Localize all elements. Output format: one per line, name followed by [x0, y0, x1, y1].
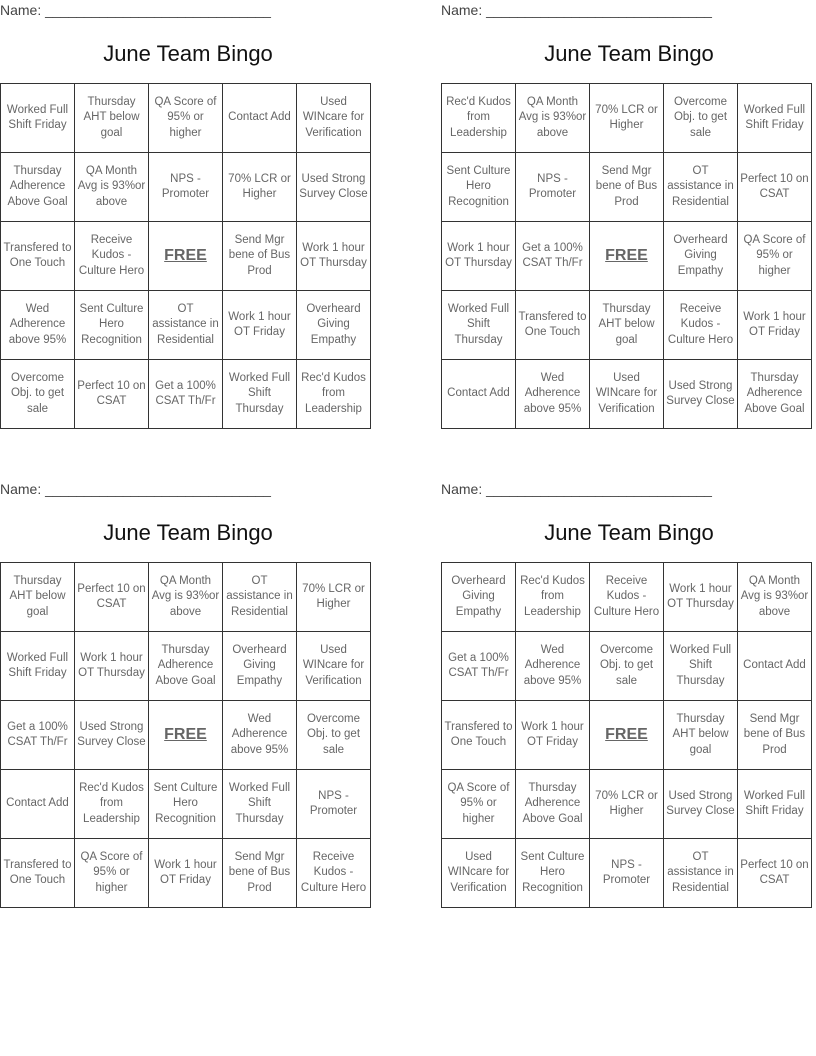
bingo-square: Worked Full Shift Friday: [738, 84, 812, 153]
bingo-square: Rec'd Kudos from Leadership: [297, 360, 371, 429]
bingo-row: [442, 153, 812, 222]
bingo-square: Overheard Giving Empathy: [664, 222, 738, 291]
bingo-square: 70% LCR or Higher: [297, 563, 371, 632]
bingo-square: QA Score of 95% or higher: [75, 839, 149, 908]
bingo-square: Send Mgr bene of Bus Prod: [590, 153, 664, 222]
bingo-row: [442, 632, 812, 701]
bingo-square: Perfect 10 on CSAT: [738, 153, 812, 222]
bingo-square: Work 1 hour OT Friday: [223, 291, 297, 360]
bingo-square: Rec'd Kudos from Leadership: [75, 770, 149, 839]
bingo-square: Worked Full Shift Thursday: [223, 360, 297, 429]
bingo-square: Worked Full Shift Friday: [1, 84, 75, 153]
card-title: June Team Bingo: [103, 41, 273, 66]
bingo-square: Perfect 10 on CSAT: [75, 563, 149, 632]
card-title: June Team Bingo: [544, 520, 714, 545]
bingo-square: Overcome Obj. to get sale: [590, 632, 664, 701]
bingo-square: Send Mgr bene of Bus Prod: [738, 701, 812, 770]
bingo-square: Work 1 hour OT Thursday: [297, 222, 371, 291]
bingo-row: [442, 360, 812, 429]
bingo-square: Get a 100% CSAT Th/Fr: [516, 222, 590, 291]
name-field-label: Name: _____________________________: [0, 2, 271, 18]
bingo-square: Receive Kudos - Culture Hero: [297, 839, 371, 908]
bingo-square: Thursday Adherence Above Goal: [1, 153, 75, 222]
bingo-row: [1, 839, 371, 908]
bingo-square: Sent Culture Hero Recognition: [75, 291, 149, 360]
bingo-square: Overheard Giving Empathy: [223, 632, 297, 701]
bingo-row: [1, 222, 371, 291]
bingo-row: [1, 153, 371, 222]
bingo-square: OT assistance in Residential: [664, 839, 738, 908]
bingo-square: NPS - Promoter: [297, 770, 371, 839]
bingo-row: [442, 84, 812, 153]
bingo-square: Transfered to One Touch: [1, 839, 75, 908]
bingo-square: Work 1 hour OT Friday: [149, 839, 223, 908]
bingo-square: Contact Add: [738, 632, 812, 701]
bingo-grid: [0, 562, 371, 908]
bingo-row: [442, 701, 812, 770]
bingo-square: Thursday AHT below goal: [590, 291, 664, 360]
bingo-row: [442, 839, 812, 908]
bingo-square: Rec'd Kudos from Leadership: [516, 563, 590, 632]
name-field-label: Name: _____________________________: [0, 481, 271, 497]
bingo-square: Send Mgr bene of Bus Prod: [223, 839, 297, 908]
bingo-free-space: FREE: [149, 701, 223, 770]
bingo-square: Used Strong Survey Close: [297, 153, 371, 222]
bingo-row: [442, 563, 812, 632]
bingo-row: [1, 701, 371, 770]
bingo-square: OT assistance in Residential: [664, 153, 738, 222]
bingo-square: Work 1 hour OT Friday: [738, 291, 812, 360]
bingo-square: Used WINcare for Verification: [297, 84, 371, 153]
bingo-square: QA Month Avg is 93%or above: [75, 153, 149, 222]
bingo-square: QA Score of 95% or higher: [738, 222, 812, 291]
bingo-square: Thursday Adherence Above Goal: [738, 360, 812, 429]
bingo-square: Thursday Adherence Above Goal: [149, 632, 223, 701]
bingo-square: Receive Kudos - Culture Hero: [664, 291, 738, 360]
bingo-square: Rec'd Kudos from Leadership: [442, 84, 516, 153]
bingo-square: Perfect 10 on CSAT: [75, 360, 149, 429]
bingo-square: Contact Add: [442, 360, 516, 429]
bingo-square: Transfered to One Touch: [442, 701, 516, 770]
bingo-square: OT assistance in Residential: [149, 291, 223, 360]
bingo-square: Worked Full Shift Friday: [738, 770, 812, 839]
bingo-row: [442, 770, 812, 839]
bingo-square: Worked Full Shift Thursday: [442, 291, 516, 360]
bingo-row: [1, 770, 371, 839]
card-title: June Team Bingo: [544, 41, 714, 66]
bingo-square: Work 1 hour OT Friday: [516, 701, 590, 770]
bingo-square: QA Month Avg is 93%or above: [738, 563, 812, 632]
bingo-row: [1, 632, 371, 701]
name-field-label: Name: _____________________________: [441, 2, 712, 18]
bingo-free-space: FREE: [590, 701, 664, 770]
bingo-free-space: FREE: [149, 222, 223, 291]
bingo-square: NPS - Promoter: [516, 153, 590, 222]
bingo-row: [1, 291, 371, 360]
bingo-square: Used Strong Survey Close: [75, 701, 149, 770]
bingo-square: Thursday AHT below goal: [664, 701, 738, 770]
bingo-square: Overcome Obj. to get sale: [664, 84, 738, 153]
bingo-square: Used Strong Survey Close: [664, 770, 738, 839]
bingo-square: Work 1 hour OT Thursday: [75, 632, 149, 701]
bingo-square: 70% LCR or Higher: [590, 770, 664, 839]
bingo-square: Work 1 hour OT Thursday: [664, 563, 738, 632]
bingo-square: Get a 100% CSAT Th/Fr: [442, 632, 516, 701]
bingo-square: OT assistance in Residential: [223, 563, 297, 632]
bingo-square: Wed Adherence above 95%: [1, 291, 75, 360]
bingo-square: NPS - Promoter: [590, 839, 664, 908]
bingo-square: Receive Kudos - Culture Hero: [590, 563, 664, 632]
bingo-square: Get a 100% CSAT Th/Fr: [1, 701, 75, 770]
bingo-square: QA Score of 95% or higher: [442, 770, 516, 839]
bingo-square: QA Month Avg is 93%or above: [149, 563, 223, 632]
bingo-square: NPS - Promoter: [149, 153, 223, 222]
bingo-square: Sent Culture Hero Recognition: [516, 839, 590, 908]
bingo-square: Thursday AHT below goal: [75, 84, 149, 153]
bingo-square: Transfered to One Touch: [516, 291, 590, 360]
bingo-square: Overheard Giving Empathy: [297, 291, 371, 360]
bingo-square: Used WINcare for Verification: [442, 839, 516, 908]
bingo-square: Transfered to One Touch: [1, 222, 75, 291]
bingo-square: Work 1 hour OT Thursday: [442, 222, 516, 291]
bingo-square: Used WINcare for Verification: [297, 632, 371, 701]
bingo-grid: [0, 83, 371, 429]
bingo-square: Used Strong Survey Close: [664, 360, 738, 429]
bingo-square: Receive Kudos - Culture Hero: [75, 222, 149, 291]
bingo-grid: [441, 562, 812, 908]
bingo-square: Wed Adherence above 95%: [223, 701, 297, 770]
bingo-square: Worked Full Shift Thursday: [664, 632, 738, 701]
bingo-square: Used WINcare for Verification: [590, 360, 664, 429]
bingo-square: Wed Adherence above 95%: [516, 632, 590, 701]
bingo-grid: [441, 83, 812, 429]
bingo-row: [442, 222, 812, 291]
bingo-row: [1, 360, 371, 429]
bingo-square: 70% LCR or Higher: [223, 153, 297, 222]
bingo-square: Contact Add: [223, 84, 297, 153]
bingo-free-space: FREE: [590, 222, 664, 291]
bingo-square: Overcome Obj. to get sale: [297, 701, 371, 770]
bingo-square: Worked Full Shift Friday: [1, 632, 75, 701]
bingo-square: Get a 100% CSAT Th/Fr: [149, 360, 223, 429]
bingo-square: Send Mgr bene of Bus Prod: [223, 222, 297, 291]
bingo-square: QA Score of 95% or higher: [149, 84, 223, 153]
bingo-square: Sent Culture Hero Recognition: [442, 153, 516, 222]
name-field-label: Name: _____________________________: [441, 481, 712, 497]
bingo-square: 70% LCR or Higher: [590, 84, 664, 153]
bingo-row: [442, 291, 812, 360]
bingo-square: Overcome Obj. to get sale: [1, 360, 75, 429]
bingo-square: Thursday Adherence Above Goal: [516, 770, 590, 839]
bingo-square: Wed Adherence above 95%: [516, 360, 590, 429]
bingo-row: [1, 563, 371, 632]
bingo-square: Sent Culture Hero Recognition: [149, 770, 223, 839]
bingo-square: Worked Full Shift Thursday: [223, 770, 297, 839]
bingo-square: Perfect 10 on CSAT: [738, 839, 812, 908]
bingo-row: [1, 84, 371, 153]
bingo-square: Overheard Giving Empathy: [442, 563, 516, 632]
card-title: June Team Bingo: [103, 520, 273, 545]
bingo-square: Thursday AHT below goal: [1, 563, 75, 632]
bingo-square: Contact Add: [1, 770, 75, 839]
bingo-square: QA Month Avg is 93%or above: [516, 84, 590, 153]
